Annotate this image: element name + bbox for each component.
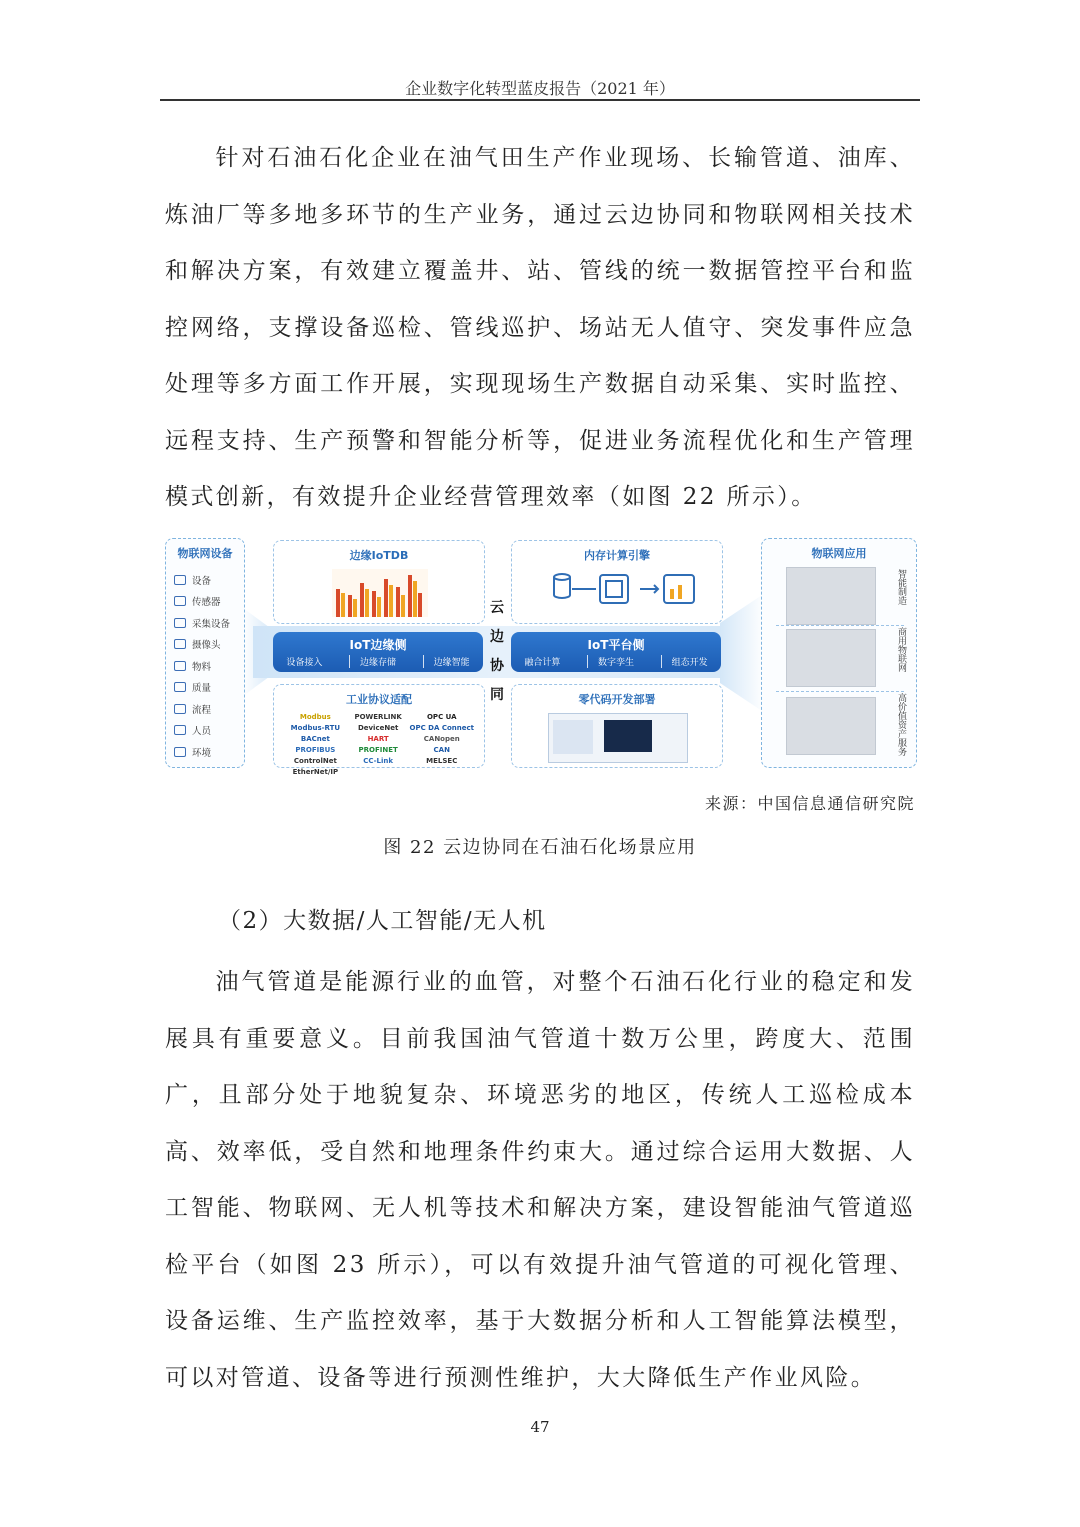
paragraph-1 [165,130,915,526]
iot-devices-panel [165,538,245,768]
people-icon [174,725,186,735]
page-number: 47 [530,1418,550,1436]
device-item: 采集设备 [174,612,230,634]
memory-engine-title: 内存计算引擎 [584,549,650,562]
process-icon [174,704,186,714]
iot-platform-side [511,632,721,672]
paragraph-1-text: 针对石油石化企业在油气田生产作业现场、长输管道、油库、炼油厂等多地多环节的生产业务，通过云边协同和物联网相关技术和解决方案，有效建立覆盖井、站、管线的统一数据管控平台和监控网络，支撑设备巡检、管线巡护、场站无人值守、突发事件应急处理等多方面工作开展，实现现场生产数据自动采集、实时监控、远程支持、生产预警和智能分析等，促进业务流程优化和生产管理模式创新，有效提升企业经营管理效率（如图 22 所示）。 [165,145,915,510]
header-rule [160,99,920,101]
high-value-asset-image [786,697,876,755]
protocol-adapter-box [273,684,485,776]
protocol-logos: Modbus POWERLINK OPC UA Modbus-RTU DeviceNet OPC DA Connect BACnet HART CANopen PROFIBUS PROFINET CAN ControlNet CC-Link MELSEC EtherNet/IP [290,713,474,776]
device-item: 传感器 [174,591,230,613]
monitor-icon [174,575,186,585]
iot-apps-panel [761,538,917,768]
zero-code-title: 零代码开发部署 [578,693,656,706]
device-item: 环境 [174,741,230,763]
section-subheading: （2）大数据/人工智能/无人机 [218,908,547,934]
device-item: 流程 [174,698,230,720]
device-list [174,569,230,763]
iot-apps-title: 物联网应用 [811,547,867,560]
memory-engine-box [511,540,723,624]
iot-edge-side [273,632,483,672]
figure-caption: 图 22 云边协同在石油石化场景应用 [383,837,697,858]
commercial-iot-image [786,629,876,687]
app-label: 智能制造 [896,569,906,605]
bar-chart-illustration [332,569,428,617]
divider [776,625,904,626]
zero-code-box [511,684,723,768]
edge-iotdb-title: 边缘IoTDB [349,549,409,562]
iot-edge-title: IoT边缘侧 [349,638,407,652]
smart-manufacturing-image [786,567,876,625]
camera-icon [174,639,186,649]
paragraph-2 [165,954,915,1406]
collector-icon [174,618,186,628]
protocol-adapter-title: 工业协议适配 [346,693,412,706]
environment-icon [174,747,186,757]
device-item: 质量 [174,677,230,699]
edge-iotdb-box [273,540,485,624]
device-item: 物料 [174,655,230,677]
app-label: 高价值资产服务 [896,693,906,756]
iot-edge-items: 设备接入 边缘存储 边缘智能 [273,655,483,668]
memory-compute-illustration [548,567,698,615]
cloud-edge-collaboration-label: 云 边 协 同 [490,600,504,703]
divider [776,691,904,692]
dev-screen-illustration [548,713,688,763]
quality-icon [174,682,186,692]
iot-devices-title: 物联网设备 [177,547,233,560]
app-label: 商用物联网 [896,627,906,672]
device-item: 人员 [174,720,230,742]
device-item: 设备 [174,569,230,591]
iot-platform-items: 融合计算 数字孪生 组态开发 [511,655,721,668]
iot-platform-title: IoT平台侧 [587,638,645,652]
device-item: 摄像头 [174,634,230,656]
figure-22 [165,538,917,776]
materials-icon [174,661,186,671]
figure-source: 来源：中国信息通信研究院 [704,794,915,813]
paragraph-2-text: 油气管道是能源行业的血管，对整个石油石化行业的稳定和发展具有重要意义。目前我国油气管道十数万公里，跨度大、范围广，且部分处于地貌复杂、环境恶劣的地区，传统人工巡检成本高、效率低，受自然和地理条件约束大。通过综合运用大数据、人工智能、物联网、无人机等技术和解决方案，建设智能油气管道巡检平台（如图 23 所示），可以有效提升油气管道的可视化管理、设备运维、生产监控效率，基于大数据分析和人工智能算法模型，可以对管道、设备等进行预测性维护，大大降低生产作业风险。 [165,969,915,1391]
band-fan-right [720,593,765,713]
page-header: 企业数字化转型蓝皮报告（2021 年） [405,79,675,98]
sensor-icon [174,596,186,606]
